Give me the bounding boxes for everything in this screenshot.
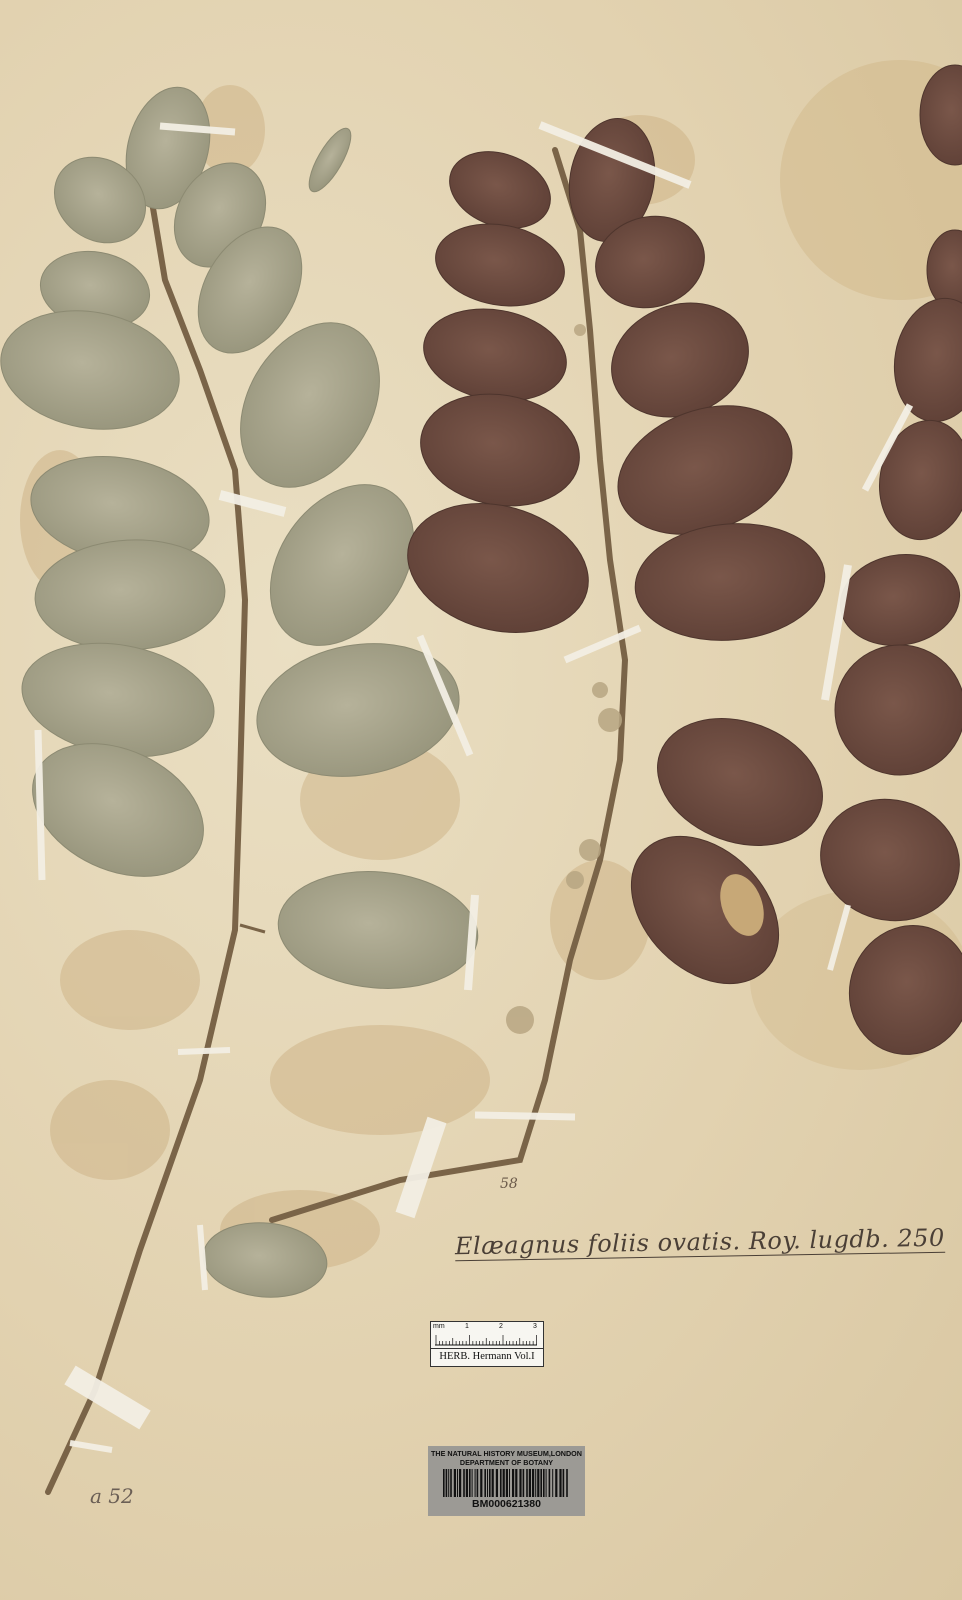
dark-leaf: [393, 484, 603, 651]
dark-leaf: [833, 545, 962, 654]
dark-leaf: [835, 645, 962, 775]
scale-bar-label: [430, 1321, 544, 1367]
determination-label: Elæagnus foliis ovatis. Roy. lugdb. 250: [454, 1223, 945, 1261]
dark-leaf: [412, 382, 589, 518]
scale-tick-label: 3: [533, 1323, 537, 1330]
scale-ruler: [435, 1334, 539, 1346]
institution-text: THE NATURAL HISTORY MUSEUM,LONDON: [431, 1449, 582, 1458]
scale-caption: HERB. Hermann Vol.I: [431, 1348, 543, 1362]
specimen-number: 58: [500, 1176, 518, 1192]
barcode-label: [428, 1446, 585, 1516]
dark-leaf: [630, 516, 829, 648]
scale-tick-label: 2: [499, 1323, 503, 1330]
scale-tick-label: 1: [465, 1323, 469, 1330]
pale-leaf: [0, 297, 189, 442]
department-text: DEPARTMENT OF BOTANY: [459, 1458, 554, 1467]
barcode-number: BM000621380: [472, 1498, 541, 1510]
pale-leaf: [273, 864, 482, 997]
scale-unit-label: mm: [433, 1323, 445, 1330]
barcode-bars: [443, 1469, 571, 1497]
scale-units: [433, 1323, 541, 1334]
dark-leaf: [429, 214, 571, 315]
sheet-number: a 52: [90, 1484, 134, 1508]
pale-leaf: [302, 123, 359, 197]
dark-leaf: [870, 413, 962, 547]
dark-leaf: [885, 291, 962, 429]
